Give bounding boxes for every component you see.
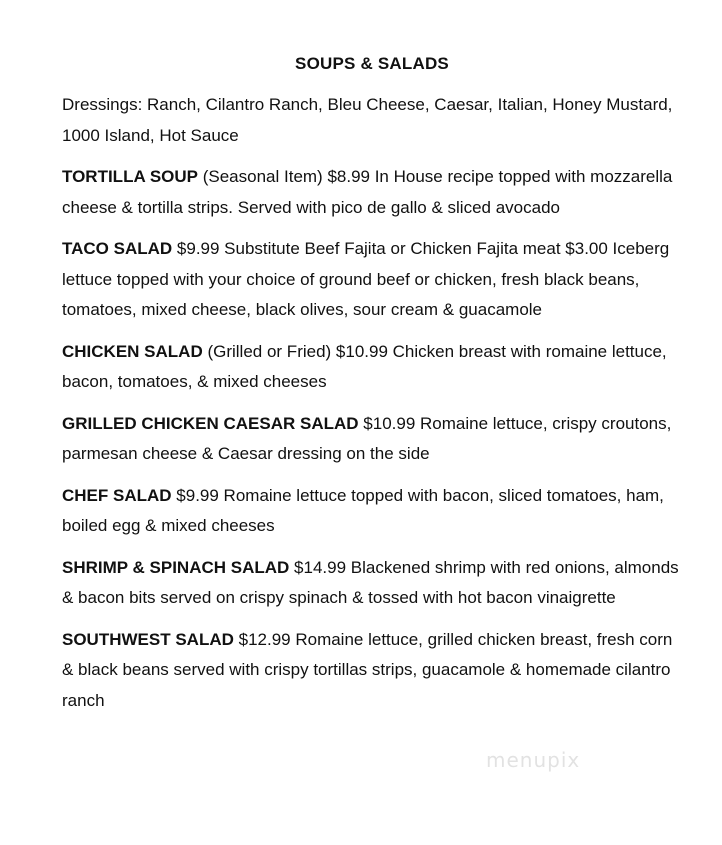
- item-name: TACO SALAD: [62, 239, 173, 258]
- item-description: $9.99 Substitute Beef Fajita or Chicken Fajita meat $3.00 Iceberg lettuce topped with your choice of ground beef or chicken, fresh black beans, tomatoes, mixed cheese, black olives, sour cream & guacamole: [62, 239, 670, 319]
- item-description: $12.99 Romaine lettuce, grilled chicken breast, fresh corn & black beans served with crispy tortillas strips, guacamole & homemade cilantro ranch: [62, 629, 673, 710]
- menu-item-chicken-salad: [62, 337, 682, 398]
- item-name: CHEF SALAD: [62, 485, 172, 505]
- watermark: menupix: [486, 748, 581, 772]
- item-name: TORTILLA SOUP: [62, 167, 198, 186]
- item-name: SHRIMP & SPINACH SALAD: [62, 557, 290, 577]
- item-description: (Grilled or Fried) $10.99 Chicken breast with romaine lettuce, bacon, tomatoes, & mixed cheeses: [62, 341, 667, 391]
- menu-item-taco-salad: [62, 234, 682, 326]
- item-description: $9.99 Romaine lettuce topped with bacon, sliced tomatoes, ham, boiled egg & mixed cheeses: [62, 485, 664, 535]
- menu-item-grilled-chicken-caesar-salad: [62, 409, 682, 470]
- item-description: (Seasonal Item) $8.99 In House recipe topped with mozzarella cheese & tortilla strips. Served with pico de gallo & sliced avocado: [62, 167, 673, 217]
- menu-page: [62, 52, 682, 727]
- item-name: GRILLED CHICKEN CAESAR SALAD: [62, 413, 359, 433]
- menu-item-southwest-salad: [62, 625, 682, 717]
- section-title: SOUPS & SALADS: [295, 54, 449, 73]
- item-name: CHICKEN SALAD: [62, 341, 203, 361]
- dressings-line: Dressings: Ranch, Cilantro Ranch, Bleu Cheese, Caesar, Italian, Honey Mustard, 1000 Island, Hot Sauce: [62, 95, 673, 145]
- menu-item-chef-salad: [62, 481, 682, 542]
- menu-item-shrimp-spinach-salad: [62, 553, 682, 614]
- item-description: $14.99 Blackened shrimp with red onions, almonds & bacon bits served on crispy spinach & tossed with hot bacon vinaigrette: [62, 557, 679, 607]
- item-description: $10.99 Romaine lettuce, crispy croutons, parmesan cheese & Caesar dressing on the side: [62, 413, 672, 463]
- item-name: SOUTHWEST SALAD: [62, 629, 234, 649]
- menu-item-tortilla-soup: [62, 162, 682, 223]
